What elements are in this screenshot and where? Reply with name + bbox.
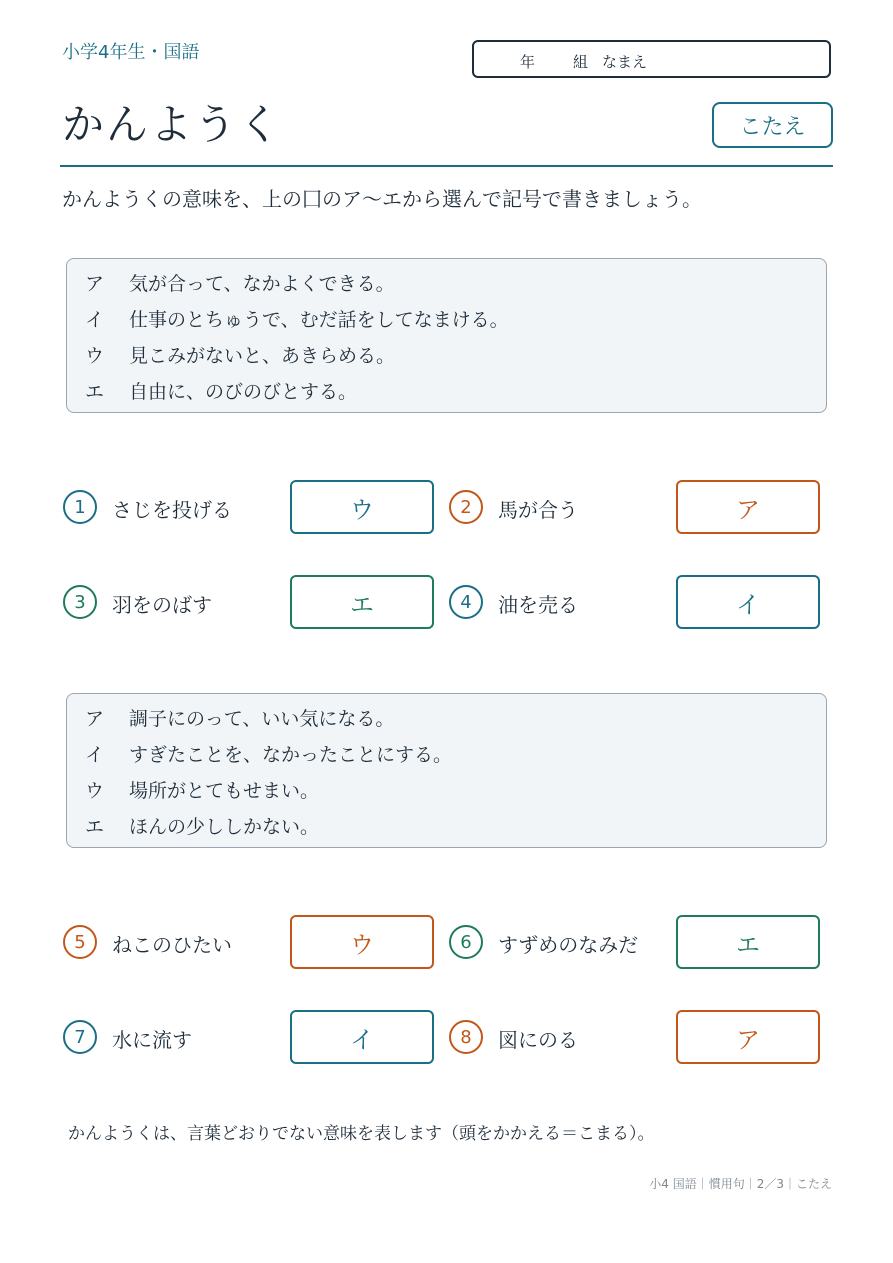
answer-key-badge: こたえ [712,102,833,148]
name-field[interactable] [472,40,831,78]
question-text: さじを投げる [112,498,232,522]
question-number: 3 [63,585,97,619]
choice-item: ア 調子にのって、いい気になる。 [85,708,395,730]
answer-box[interactable]: イ [676,575,820,629]
question-text: ねこのひたい [112,933,232,957]
page-footer: 小4 国語｜慣用句｜2／3｜こたえ [649,1177,832,1191]
answer-box[interactable]: エ [290,575,434,629]
question-text: すずめのなみだ [498,933,639,957]
choice-item: ウ 場所がとてもせまい。 [85,780,320,802]
answer-box[interactable]: ウ [290,480,434,534]
question-number: 1 [63,490,97,524]
choice-box-2 [66,693,827,848]
question-number: 2 [449,490,483,524]
question-number: 4 [449,585,483,619]
answer-box[interactable]: ア [676,480,820,534]
question-text: 水に流す [112,1028,192,1052]
title-divider [60,165,833,167]
question-number: 6 [449,925,483,959]
answer-box[interactable]: ウ [290,915,434,969]
question-number: 7 [63,1020,97,1054]
choice-item: ア 気が合って、なかよくできる。 [85,273,395,295]
choice-item: エ 自由に、のびのびとする。 [85,381,358,403]
answer-box[interactable]: ア [676,1010,820,1064]
grade-subject-label: 小学4年生・国語 [62,42,200,63]
choice-item: イ 仕事のとちゅうで、むだ話をしてなまける。 [85,309,509,331]
instruction-text: かんようくの意味を、上の囗のア〜エから選んで記号で書きましょう。 [62,187,702,211]
question-number: 8 [449,1020,483,1054]
choice-box-1 [66,258,827,413]
class-label: 組 [573,53,589,71]
question-text: 図にのる [498,1028,578,1052]
page-title: かんようく [62,100,283,149]
choice-item: ウ 見こみがないと、あきらめる。 [85,345,396,367]
question-text: 馬が合う [498,498,578,522]
answer-box[interactable]: イ [290,1010,434,1064]
choice-item: エ ほんの少ししかない。 [85,816,320,838]
question-number: 5 [63,925,97,959]
footnote: かんようくは、言葉どおりでない意味を表します（頭をかかえる＝こまる）。 [68,1124,655,1144]
name-label: なまえ [602,53,648,71]
question-text: 羽をのばす [112,593,212,617]
answer-box[interactable]: エ [676,915,820,969]
question-text: 油を売る [498,593,578,617]
choice-item: イ すぎたことを、なかったことにする。 [85,744,453,766]
year-label: 年 [520,53,536,71]
